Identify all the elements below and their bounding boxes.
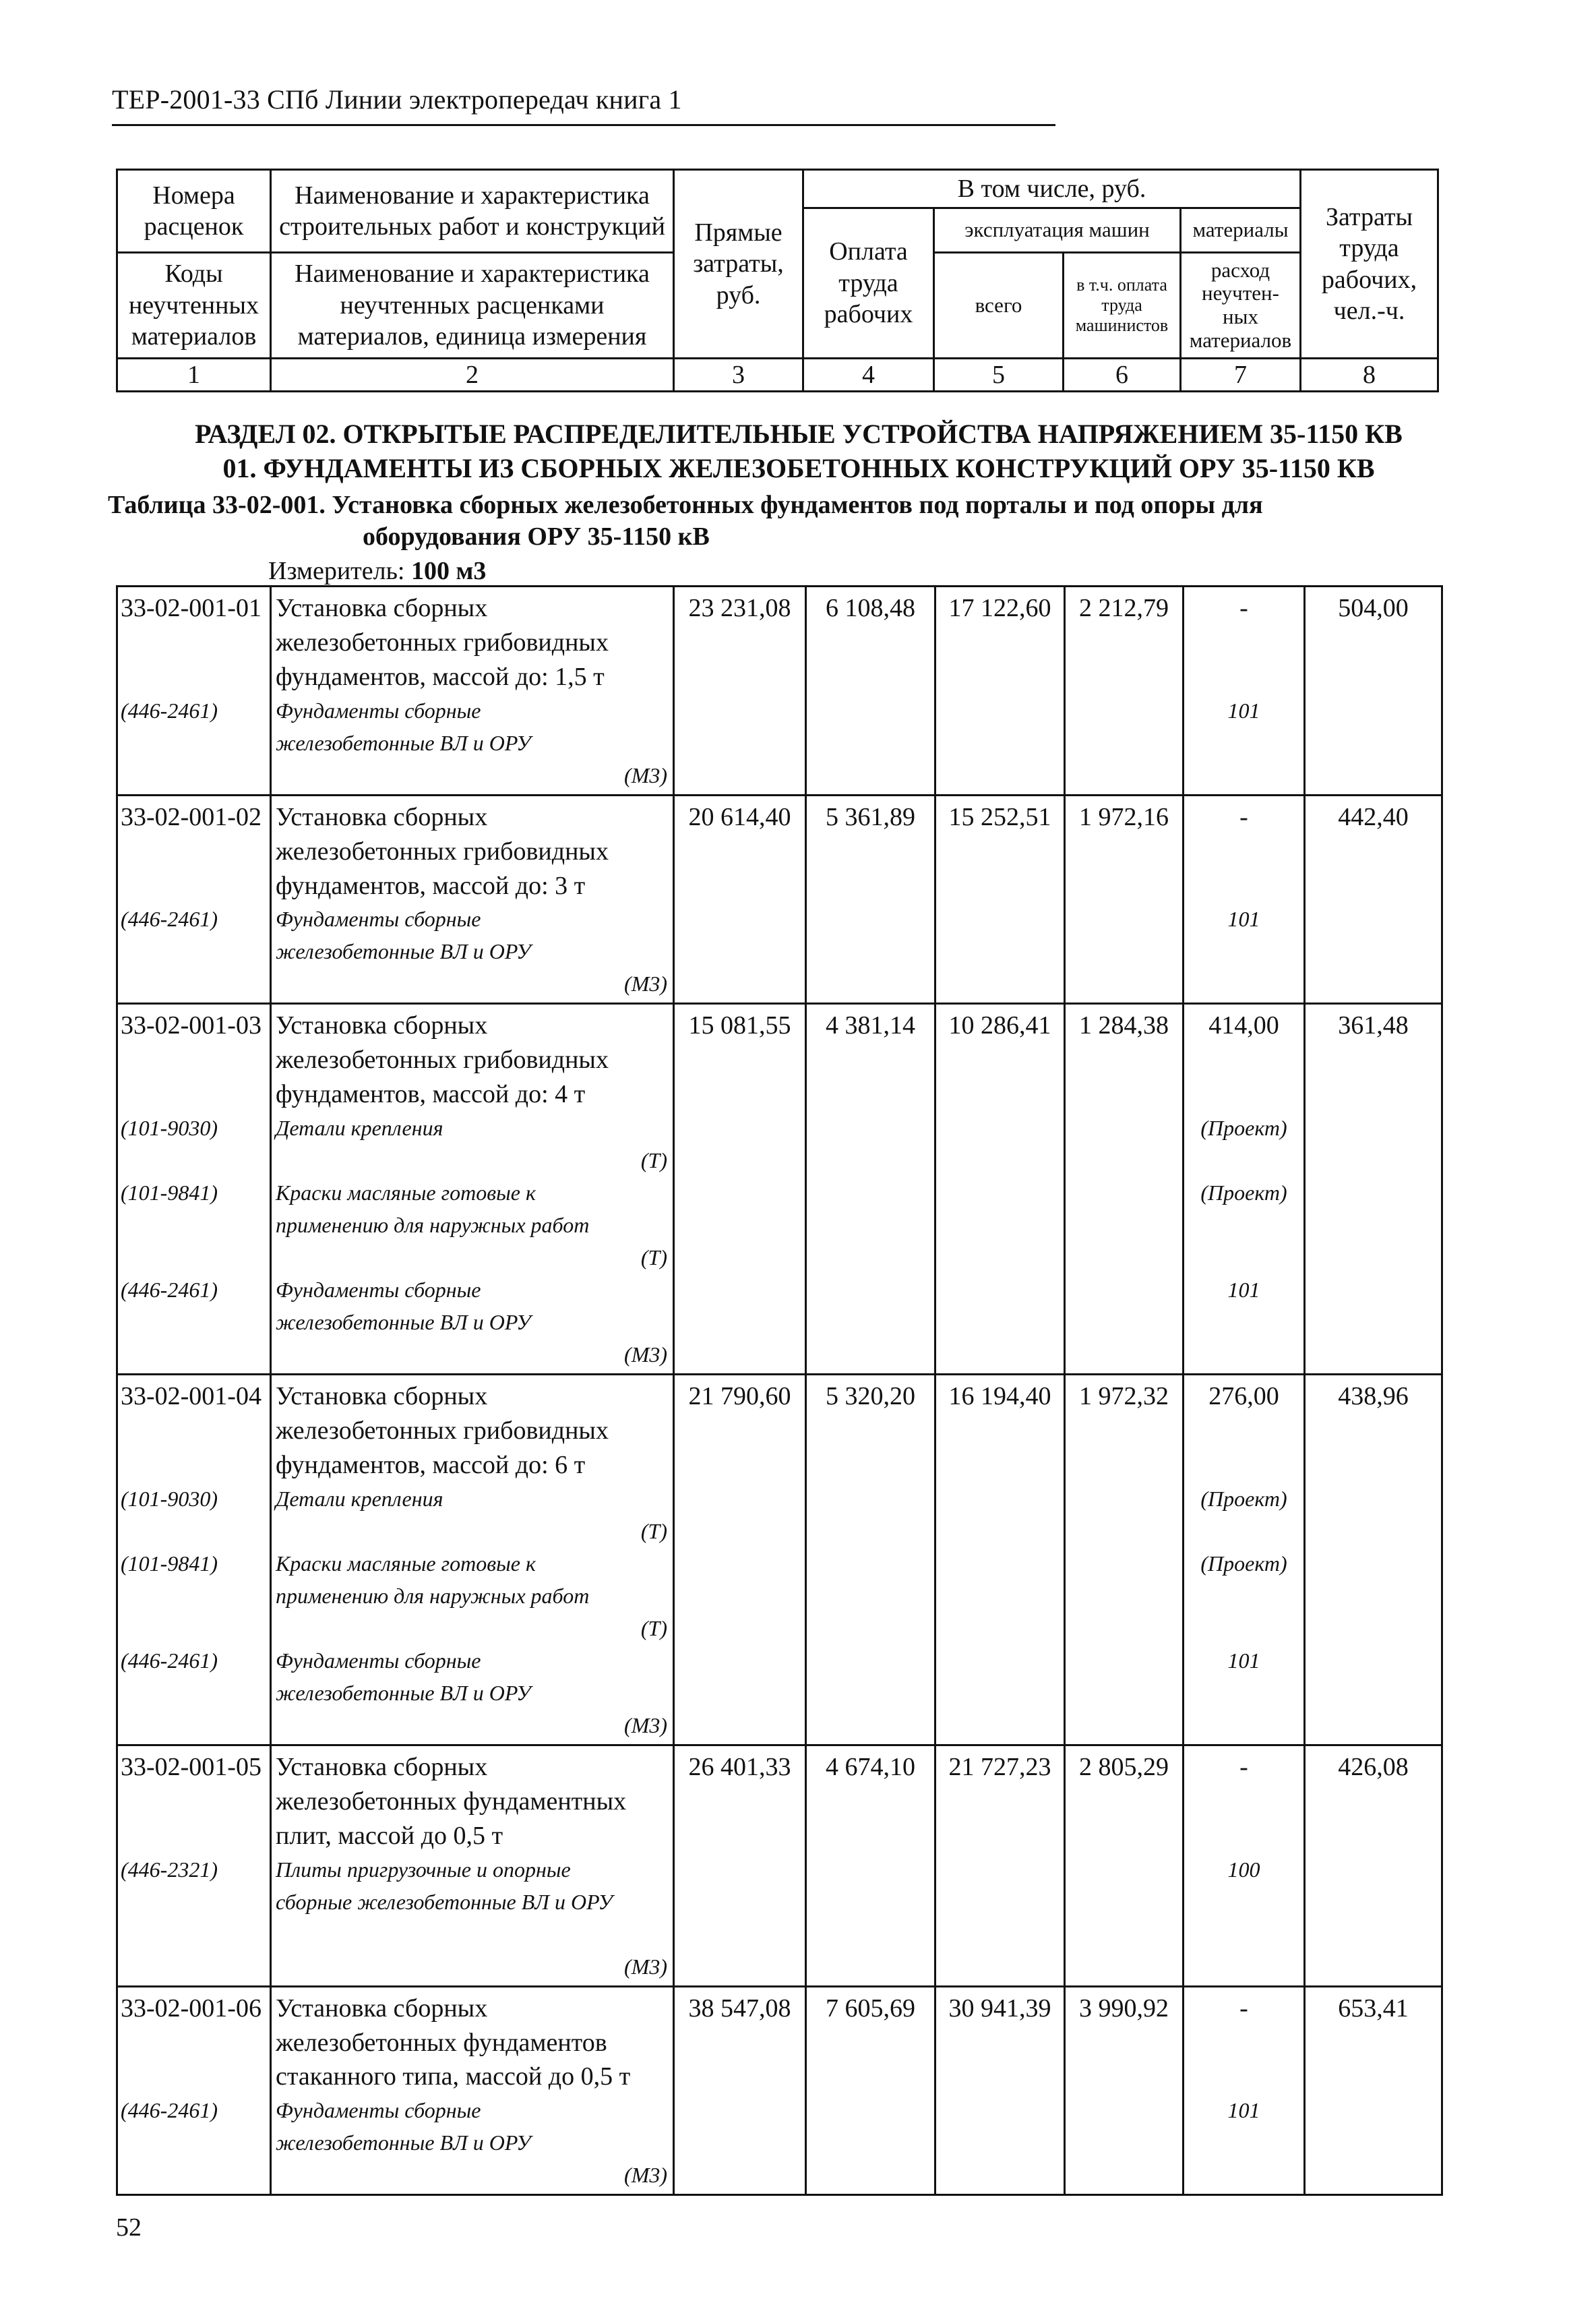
column-number: 2	[271, 359, 674, 392]
spacer	[1188, 1515, 1299, 1547]
header-rule	[112, 124, 1055, 126]
rate-name-line: фундаментов, массой до: 1,5 т	[276, 662, 605, 691]
material-quantity: (Проект)	[1200, 1486, 1287, 1511]
labor-pay-cell	[806, 795, 935, 1004]
material-code: (446-2321)	[121, 1857, 218, 1882]
machines-total-cell-value: 30 941,39	[948, 1994, 1051, 2023]
material-code: (101-9841)	[121, 1551, 218, 1576]
machines-total-cell-value: 10 286,41	[948, 1011, 1051, 1040]
material-name-line: Фундаменты сборные	[276, 1648, 481, 1673]
material-quantity: (Проект)	[1200, 1116, 1287, 1141]
direct-costs-cell-value: 20 614,40	[688, 802, 791, 831]
rate-code: 33-02-001-04	[121, 1382, 262, 1411]
spacer	[1188, 1612, 1299, 1644]
table-row	[117, 1986, 1442, 2195]
labor-pay-cell-value: 5 361,89	[826, 802, 915, 831]
header-labor-hours: Затраты труда рабочих, чел.-ч.	[1301, 170, 1438, 359]
spacer	[121, 1515, 270, 1547]
section-heading	[108, 417, 1490, 586]
material-unit: (М3)	[624, 1712, 667, 1737]
material-name-line: Фундаменты сборные	[276, 2098, 481, 2123]
table-row	[117, 587, 1442, 796]
machines-total-cell	[935, 1986, 1065, 2195]
spacer	[1188, 1043, 1299, 1077]
spacer	[121, 1241, 270, 1274]
column-number: 8	[1301, 359, 1438, 392]
labor-hours-cell-value: 504,00	[1338, 594, 1409, 622]
labor-hours-cell-value: 438,96	[1338, 1382, 1409, 1411]
column-number: 7	[1181, 359, 1301, 392]
unaccounted-materials-cell	[1184, 795, 1305, 1004]
material-quantity: 101	[1227, 2098, 1260, 2123]
rate-code: 33-02-001-01	[121, 594, 262, 622]
spacer	[121, 1077, 270, 1112]
rates-table	[116, 585, 1443, 2196]
rate-name-line: железобетонных грибовидных	[276, 1046, 609, 1075]
rate-code-cell	[117, 1375, 271, 1745]
measure-value: 100 м3	[411, 556, 487, 585]
labor-pay-cell	[806, 1745, 935, 1986]
rate-name-cell	[271, 795, 674, 1004]
direct-costs-cell	[674, 1745, 806, 1986]
header-labor-pay: Оплата труда рабочих	[803, 208, 934, 359]
spacer	[1188, 1338, 1299, 1371]
header-material-name: Наименование и характеристика неучтенных расценками материалов, единица измерения	[271, 253, 674, 359]
material-code: (101-9030)	[121, 1486, 218, 1511]
spacer	[1188, 1241, 1299, 1274]
rate-code: 33-02-001-02	[121, 802, 262, 831]
spacer	[1188, 660, 1299, 694]
column-number: 1	[117, 359, 271, 392]
rate-code-cell	[117, 795, 271, 1004]
spacer	[121, 660, 270, 694]
spacer	[121, 967, 270, 1000]
spacer	[121, 1918, 270, 1950]
rate-name-line: Установка сборных	[276, 802, 488, 831]
material-quantity: 101	[1227, 1278, 1260, 1303]
direct-costs-cell-value: 38 547,08	[688, 1994, 791, 2023]
labor-hours-cell-value: 361,48	[1338, 1011, 1409, 1040]
material-unit: (М3)	[624, 762, 667, 787]
material-code: (101-9030)	[121, 1116, 218, 1141]
machines-total-cell-value: 17 122,60	[948, 594, 1051, 622]
header-unaccounted-materials: расход неучтен-ных материалов	[1181, 253, 1301, 359]
material-unit: (Т)	[640, 1518, 667, 1543]
materials-value: 414,00	[1208, 1011, 1279, 1040]
header-machines: эксплуатация машин	[934, 208, 1181, 253]
material-name-line: железобетонные ВЛ и ОРУ	[276, 1680, 531, 1705]
rate-code-cell	[117, 587, 271, 796]
section-title: РАЗДЕЛ 02. ОТКРЫТЫЕ РАСПРЕДЕЛИТЕЛЬНЫЕ УСТРОЙСТВА НАПРЯЖЕНИЕМ 35-1150 КВ	[195, 419, 1403, 449]
material-unit: (Т)	[640, 1148, 667, 1173]
spacer	[121, 727, 270, 759]
labor-pay-cell-value: 7 605,69	[826, 1994, 915, 2023]
spacer	[121, 626, 270, 660]
rate-name-line: Установка сборных	[276, 1382, 488, 1411]
material-name-line: Плиты пригрузочные и опорные	[276, 1857, 571, 1882]
rate-name-line: железобетонных грибовидных	[276, 837, 609, 866]
unaccounted-materials-cell	[1184, 1375, 1305, 1745]
material-code: (446-2461)	[121, 1278, 218, 1303]
spacer	[1188, 759, 1299, 791]
material-unit: (Т)	[640, 1245, 667, 1270]
measure-unit	[268, 556, 1490, 586]
rate-name-cell	[271, 587, 674, 796]
spacer	[1188, 1886, 1299, 1918]
material-quantity: 101	[1227, 1648, 1260, 1673]
table-title-line-2: оборудования ОРУ 35-1150 кВ	[363, 522, 710, 551]
machinists-pay-cell	[1065, 1004, 1184, 1375]
table-row	[117, 1375, 1442, 1745]
direct-costs-cell	[674, 1986, 806, 2195]
machinists-pay-cell	[1065, 1986, 1184, 2195]
rate-name-line: Установка сборных	[276, 1011, 488, 1040]
material-quantity: 100	[1227, 1857, 1260, 1882]
rate-name-line: железобетонных грибовидных	[276, 1416, 609, 1445]
spacer	[121, 1709, 270, 1741]
direct-costs-cell-value: 15 081,55	[688, 1011, 791, 1040]
spacer	[1188, 1448, 1299, 1483]
machines-total-cell	[935, 587, 1065, 796]
spacer	[1188, 1414, 1299, 1448]
unaccounted-materials-cell	[1184, 1745, 1305, 1986]
machinists-pay-cell-value: 3 990,92	[1079, 1994, 1169, 2023]
spacer	[1188, 1918, 1299, 1950]
material-name-line: Фундаменты сборные	[276, 1278, 481, 1303]
rate-name-cell	[271, 1004, 674, 1375]
rate-code-cell	[117, 1004, 271, 1375]
spacer	[121, 835, 270, 869]
machines-total-cell	[935, 1375, 1065, 1745]
rate-name-cell	[271, 1986, 674, 2195]
machinists-pay-cell-value: 2 805,29	[1079, 1752, 1169, 1781]
material-name-line: Фундаменты сборные	[276, 698, 481, 723]
header-machines-total: всего	[934, 253, 1064, 359]
spacer	[1188, 869, 1299, 903]
machines-total-cell	[935, 1745, 1065, 1986]
spacer	[1188, 1306, 1299, 1338]
material-name-line: сборные железобетонные ВЛ и ОРУ	[276, 1889, 613, 1914]
rate-name-line: плит, массой до 0,5 т	[276, 1821, 503, 1850]
material-unit: (Т)	[640, 1615, 667, 1640]
labor-hours-cell	[1305, 795, 1442, 1004]
direct-costs-cell	[674, 587, 806, 796]
table-title-line-1: Таблица 33-02-001. Установка сборных железобетонных фундаментов под порталы и под опоры для	[108, 491, 1263, 520]
material-code: (446-2461)	[121, 2098, 218, 2123]
material-name-line: Детали крепления	[276, 1486, 443, 1511]
spacer	[121, 1043, 270, 1077]
column-number: 4	[803, 359, 934, 392]
spacer	[1188, 1209, 1299, 1241]
direct-costs-cell	[674, 1375, 806, 1745]
rate-name-cell	[271, 1375, 674, 1745]
spacer	[1188, 1677, 1299, 1709]
spacer	[121, 1785, 270, 1819]
labor-pay-cell-value: 4 674,10	[826, 1752, 915, 1781]
materials-value: -	[1239, 1994, 1248, 2023]
spacer	[121, 1612, 270, 1644]
material-name-line: Детали крепления	[276, 1116, 443, 1141]
material-unit: (М3)	[624, 1954, 667, 1979]
material-name-line: Краски масляные готовые к	[276, 1180, 536, 1205]
spacer	[121, 869, 270, 903]
spacer	[121, 1819, 270, 1853]
header-rate-numbers: Номера расценок	[117, 170, 271, 253]
unaccounted-materials-cell	[1184, 1004, 1305, 1375]
rate-code: 33-02-001-05	[121, 1752, 262, 1781]
labor-hours-cell	[1305, 1986, 1442, 2195]
machines-total-cell	[935, 1004, 1065, 1375]
rate-name-line: фундаментов, массой до: 6 т	[276, 1450, 586, 1479]
material-name-line: применению для наружных работ	[276, 1583, 590, 1608]
rate-name-line: Установка сборных	[276, 594, 488, 622]
spacer	[1188, 2126, 1299, 2159]
labor-pay-cell	[806, 1004, 935, 1375]
header-including: В том числе, руб.	[803, 170, 1301, 208]
labor-hours-cell-value: 653,41	[1338, 1994, 1409, 2023]
labor-pay-cell	[806, 1375, 935, 1745]
header-material-codes: Коды неучтенных материалов	[117, 253, 271, 359]
machinists-pay-cell-value: 1 284,38	[1079, 1011, 1169, 1040]
labor-pay-cell-value: 6 108,48	[826, 594, 915, 622]
rate-name-line: стаканного типа, массой до 0,5 т	[276, 2062, 631, 2091]
spacer	[1188, 2026, 1299, 2060]
spacer	[1188, 727, 1299, 759]
unaccounted-materials-cell	[1184, 587, 1305, 796]
material-code: (446-2461)	[121, 698, 218, 723]
column-number: 3	[674, 359, 803, 392]
rate-name-line: Установка сборных	[276, 1752, 488, 1781]
material-quantity: 101	[1227, 907, 1260, 932]
rate-name-line: железобетонных фундаментов	[276, 2028, 607, 2057]
spacer	[1188, 967, 1299, 1000]
spacer	[121, 1886, 270, 1918]
labor-pay-cell-value: 5 320,20	[826, 1382, 915, 1411]
materials-value: -	[1239, 802, 1248, 831]
page-number: 52	[116, 2213, 142, 2242]
spacer	[121, 2026, 270, 2060]
material-unit: (М3)	[624, 971, 667, 996]
labor-hours-cell	[1305, 1004, 1442, 1375]
rate-code-cell	[117, 1986, 271, 2195]
materials-value: -	[1239, 1752, 1248, 1781]
rate-name-line: железобетонных фундаментных	[276, 1787, 627, 1816]
spacer	[1188, 1580, 1299, 1612]
direct-costs-cell-value: 26 401,33	[688, 1752, 791, 1781]
labor-hours-cell	[1305, 1375, 1442, 1745]
rate-code: 33-02-001-06	[121, 1994, 262, 2023]
labor-hours-cell-value: 426,08	[1338, 1752, 1409, 1781]
spacer	[121, 1677, 270, 1709]
running-header: ТЕР-2001-33 СПб Линии электропередач книга 1	[112, 84, 682, 115]
machinists-pay-cell-value: 2 212,79	[1079, 594, 1169, 622]
spacer	[121, 935, 270, 967]
spacer	[121, 2159, 270, 2191]
header-materials: материалы	[1181, 208, 1301, 253]
machinists-pay-cell	[1065, 1375, 1184, 1745]
material-name-line: Краски масляные готовые к	[276, 1551, 536, 1576]
labor-pay-cell	[806, 1986, 935, 2195]
material-name-line: железобетонные ВЛ и ОРУ	[276, 939, 531, 964]
spacer	[121, 2126, 270, 2159]
material-quantity: (Проект)	[1200, 1180, 1287, 1205]
material-name-line: применению для наружных работ	[276, 1213, 590, 1238]
spacer	[1188, 2159, 1299, 2191]
column-number: 5	[934, 359, 1064, 392]
spacer	[121, 1209, 270, 1241]
material-code: (101-9841)	[121, 1180, 218, 1205]
rate-name-line: фундаментов, массой до: 3 т	[276, 871, 586, 900]
material-name-line: железобетонные ВЛ и ОРУ	[276, 1310, 531, 1335]
direct-costs-cell-value: 21 790,60	[688, 1382, 791, 1411]
measure-label: Измеритель:	[268, 556, 405, 585]
spacer	[1188, 835, 1299, 869]
rate-code-cell	[117, 1745, 271, 1986]
spacer	[1188, 1709, 1299, 1741]
spacer	[121, 1448, 270, 1483]
direct-costs-cell	[674, 1004, 806, 1375]
machinists-pay-cell	[1065, 587, 1184, 796]
spacer	[1188, 1077, 1299, 1112]
machines-total-cell-value: 16 194,40	[948, 1382, 1051, 1411]
material-code: (446-2461)	[121, 1648, 218, 1673]
rate-name-cell	[271, 1745, 674, 1986]
spacer	[121, 1306, 270, 1338]
material-code: (446-2461)	[121, 907, 218, 932]
machines-total-cell-value: 15 252,51	[948, 802, 1051, 831]
rate-name-line: железобетонных грибовидных	[276, 628, 609, 657]
machines-total-cell	[935, 795, 1065, 1004]
machinists-pay-cell-value: 1 972,32	[1079, 1382, 1169, 1411]
labor-hours-cell	[1305, 1745, 1442, 1986]
rates-body	[117, 587, 1442, 2195]
spacer	[121, 1414, 270, 1448]
direct-costs-cell-value: 23 231,08	[688, 594, 791, 622]
table-row	[117, 795, 1442, 1004]
material-name-line: железобетонные ВЛ и ОРУ	[276, 730, 531, 755]
column-header-table	[116, 169, 1439, 392]
header-work-name: Наименование и характеристика строительных работ и конструкций	[271, 170, 674, 253]
direct-costs-cell	[674, 795, 806, 1004]
column-numbers-row	[117, 359, 1438, 392]
material-unit: (М3)	[624, 2163, 667, 2188]
spacer	[1188, 935, 1299, 967]
table-row	[117, 1745, 1442, 1986]
rate-code: 33-02-001-03	[121, 1011, 262, 1040]
spacer	[121, 1144, 270, 1176]
labor-pay-cell-value: 4 381,14	[826, 1011, 915, 1040]
materials-value: -	[1239, 594, 1248, 622]
spacer	[1188, 1785, 1299, 1819]
header-machinists-pay: в т.ч. оплата труда машинистов	[1064, 253, 1181, 359]
spacer	[276, 1918, 669, 1950]
material-name-line: Фундаменты сборные	[276, 907, 481, 932]
spacer	[121, 1338, 270, 1371]
spacer	[1188, 1144, 1299, 1176]
material-unit: (М3)	[624, 1342, 667, 1367]
material-name-line: железобетонные ВЛ и ОРУ	[276, 2130, 531, 2155]
rate-name-line: Установка сборных	[276, 1994, 488, 2023]
labor-pay-cell	[806, 587, 935, 796]
material-quantity: (Проект)	[1200, 1551, 1287, 1576]
material-quantity: 101	[1227, 698, 1260, 723]
machines-total-cell-value: 21 727,23	[948, 1752, 1051, 1781]
rate-name-line: фундаментов, массой до: 4 т	[276, 1080, 586, 1109]
spacer	[1188, 626, 1299, 660]
spacer	[1188, 1819, 1299, 1853]
spacer	[1188, 2060, 1299, 2094]
spacer	[121, 1580, 270, 1612]
spacer	[121, 2060, 270, 2094]
section-subtitle: 01. ФУНДАМЕНТЫ ИЗ СБОРНЫХ ЖЕЛЕЗОБЕТОННЫХ КОНСТРУКЦИЙ ОРУ 35-1150 КВ	[222, 453, 1375, 484]
machinists-pay-cell	[1065, 795, 1184, 1004]
table-title	[108, 489, 1490, 553]
labor-hours-cell	[1305, 587, 1442, 796]
spacer	[121, 759, 270, 791]
materials-value: 276,00	[1208, 1382, 1279, 1411]
column-number: 6	[1064, 359, 1181, 392]
machinists-pay-cell-value: 1 972,16	[1079, 802, 1169, 831]
labor-hours-cell-value: 442,40	[1338, 802, 1409, 831]
machinists-pay-cell	[1065, 1745, 1184, 1986]
table-row	[117, 1004, 1442, 1375]
unaccounted-materials-cell	[1184, 1986, 1305, 2195]
header-direct-costs: Прямые затраты, руб.	[674, 170, 803, 359]
